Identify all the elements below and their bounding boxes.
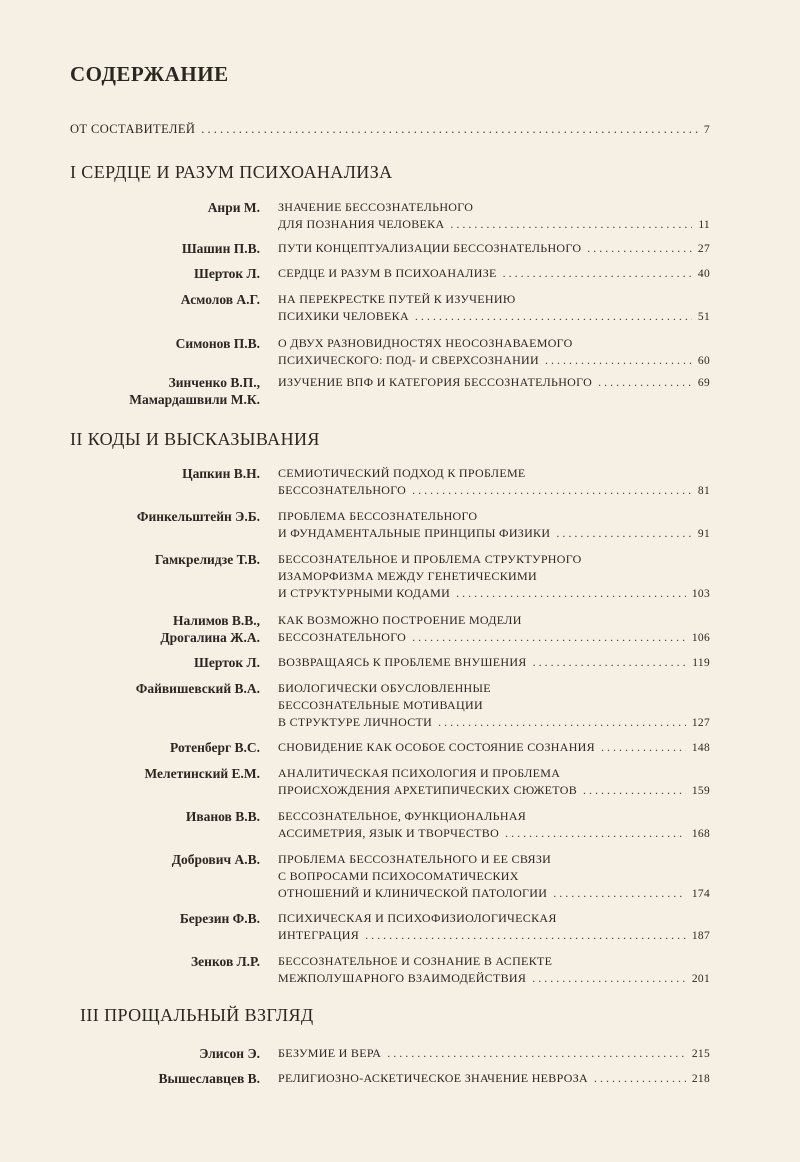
title-line: С ВОПРОСАМИ ПСИХОСОМАТИЧЕСКИХ <box>278 869 519 883</box>
title-last-line <box>278 782 710 800</box>
dot-leader <box>201 122 698 137</box>
author-name: Элисон Э. <box>199 1046 260 1061</box>
entry-author <box>90 851 260 868</box>
entry-author <box>90 465 260 482</box>
author-name: Анри М. <box>207 200 260 215</box>
title-line: ИНТЕГРАЦИЯ <box>278 928 360 942</box>
entry-title <box>278 612 710 647</box>
title-line: МЕЖПОЛУШАРНОГО ВЗАИМОДЕЙСТВИЯ <box>278 971 527 985</box>
entry-title <box>278 465 710 500</box>
entry-title <box>278 654 710 672</box>
title-last-line <box>278 308 710 326</box>
entry-page-number: 174 <box>691 888 710 900</box>
entry-title <box>278 851 710 903</box>
title-line: О ДВУХ РАЗНОВИДНОСТЯХ НЕОСОЗНАВАЕМОГО <box>278 336 573 350</box>
title-line: СНОВИДЕНИЕ КАК ОСОБОЕ СОСТОЯНИЕ СОЗНАНИЯ <box>278 740 595 754</box>
author-name: Мамардашвили М.К. <box>129 392 260 407</box>
title-last-line <box>278 374 710 392</box>
dot-leader <box>387 1045 686 1062</box>
entry-title <box>278 335 710 370</box>
author-name: Асмолов А.Г. <box>180 292 260 307</box>
entry-author <box>90 551 260 568</box>
title-line: ИЗАМОРФИЗМА МЕЖДУ ГЕНЕТИЧЕСКИМИ <box>278 569 537 583</box>
title-line: БИОЛОГИЧЕСКИ ОБУСЛОВЛЕННЫЕ <box>278 681 491 695</box>
entry-author <box>90 808 260 825</box>
dot-leader <box>601 739 686 756</box>
entry-page-number: 187 <box>691 930 710 942</box>
title-line: ПСИХИЧЕСКОГО: ПОД- И СВЕРХСОЗНАНИИ <box>278 353 539 367</box>
title-last-line <box>278 352 710 370</box>
entry-title <box>278 199 710 234</box>
entry-author <box>90 612 260 646</box>
title-last-line <box>278 240 710 258</box>
entry-title <box>278 739 710 757</box>
title-line: БЕССОЗНАТЕЛЬНЫЕ МОТИВАЦИИ <box>278 698 483 712</box>
author-name: Шерток Л. <box>194 655 260 670</box>
preface-label: ОТ СОСТАВИТЕЛЕЙ <box>70 122 196 136</box>
title-line: БЕССОЗНАТЕЛЬНОЕ И СОЗНАНИЕ В АСПЕКТЕ <box>278 954 553 968</box>
entry-page-number: 27 <box>697 243 710 255</box>
title-line: ПУТИ КОНЦЕПТУАЛИЗАЦИИ БЕССОЗНАТЕЛЬНОГО <box>278 241 582 255</box>
entry-author <box>90 335 260 352</box>
entry-title <box>278 808 710 843</box>
dot-leader <box>598 374 692 391</box>
dot-leader <box>365 927 686 944</box>
dot-leader <box>438 714 686 731</box>
title-last-line <box>278 825 710 843</box>
entry-author <box>90 1045 260 1062</box>
entry-author <box>90 291 260 308</box>
entry-page-number: 119 <box>692 657 710 669</box>
entry-page-number: 201 <box>691 973 710 985</box>
dot-leader <box>553 885 686 902</box>
title-line: ИЗУЧЕНИЕ ВПФ И КАТЕГОРИЯ БЕССОЗНАТЕЛЬНОГО <box>278 375 593 389</box>
author-name: Финкельштейн Э.Б. <box>136 509 260 524</box>
entry-page-number: 11 <box>698 219 710 231</box>
entry-page-number: 159 <box>691 785 710 797</box>
dot-leader <box>505 825 686 842</box>
entry-page-number: 103 <box>691 588 710 600</box>
section-heading-3: III ПРОЩАЛЬНЫЙ ВЗГЛЯД <box>80 1005 314 1025</box>
author-name: Цапкин В.Н. <box>182 466 260 481</box>
preface-page-number: 7 <box>703 124 710 136</box>
dot-leader <box>583 782 686 799</box>
title-line: ПРОБЛЕМА БЕССОЗНАТЕЛЬНОГО И ЕЕ СВЯЗИ <box>278 852 552 866</box>
dot-leader <box>556 525 692 542</box>
entry-author <box>90 910 260 927</box>
entry-title <box>278 291 710 326</box>
title-last-line <box>278 714 710 732</box>
author-name: Зенков Л.Р. <box>191 954 260 969</box>
title-last-line <box>278 885 710 903</box>
entry-page-number: 215 <box>691 1048 710 1060</box>
dot-leader <box>587 240 692 257</box>
author-name: Ротенберг В.С. <box>170 740 260 755</box>
title-last-line <box>278 525 710 543</box>
entry-author <box>90 953 260 970</box>
author-name: Зинченко В.П., <box>168 375 260 390</box>
title-line: ВОЗВРАЩАЯСЬ К ПРОБЛЕМЕ ВНУШЕНИЯ <box>278 655 527 669</box>
entry-title <box>278 508 710 543</box>
title-last-line <box>278 1045 710 1063</box>
author-name: Березин Ф.В. <box>179 911 260 926</box>
author-name: Вышеславцев В. <box>158 1071 260 1086</box>
title-line: БЕССОЗНАТЕЛЬНОЕ И ПРОБЛЕМА СТРУКТУРНОГО <box>278 552 582 566</box>
entry-page-number: 127 <box>691 717 710 729</box>
title-last-line <box>278 482 710 500</box>
entry-page-number: 40 <box>697 268 710 280</box>
entry-page-number: 168 <box>691 828 710 840</box>
dot-leader <box>412 482 692 499</box>
title-last-line <box>278 1070 710 1088</box>
entry-title <box>278 1070 710 1088</box>
title-line: И ФУНДАМЕНТАЛЬНЫЕ ПРИНЦИПЫ ФИЗИКИ <box>278 526 551 540</box>
title-line: НА ПЕРЕКРЕСТКЕ ПУТЕЙ К ИЗУЧЕНИЮ <box>278 292 516 306</box>
title-last-line <box>278 265 710 283</box>
entry-author <box>90 374 260 408</box>
author-name: Шерток Л. <box>194 266 260 281</box>
title-line: И СТРУКТУРНЫМИ КОДАМИ <box>278 586 451 600</box>
entry-title <box>278 910 710 945</box>
entry-title <box>278 265 710 283</box>
page-title: СОДЕРЖАНИЕ <box>70 62 229 86</box>
author-name: Иванов В.В. <box>185 809 260 824</box>
title-last-line <box>278 927 710 945</box>
author-name: Гамкрелидзе Т.В. <box>154 552 260 567</box>
title-last-line <box>278 585 710 603</box>
title-last-line <box>278 629 710 647</box>
dot-leader <box>450 216 692 233</box>
title-line: БЕЗУМИЕ И ВЕРА <box>278 1046 382 1060</box>
dot-leader <box>415 308 692 325</box>
entry-author <box>90 508 260 525</box>
entry-page-number: 69 <box>697 377 710 389</box>
entry-title <box>278 680 710 732</box>
author-name: Мелетинский Е.М. <box>144 766 260 781</box>
author-name: Добрович А.В. <box>171 852 260 867</box>
title-line: ОТНОШЕНИЙ И КЛИНИЧЕСКОЙ ПАТОЛОГИИ <box>278 886 548 900</box>
entry-title <box>278 1045 710 1063</box>
title-last-line <box>278 654 710 672</box>
dot-leader <box>412 629 686 646</box>
title-line: ЗНАЧЕНИЕ БЕССОЗНАТЕЛЬНОГО <box>278 200 474 214</box>
author-name: Дрогалина Ж.А. <box>160 630 260 645</box>
entry-page-number: 91 <box>697 528 710 540</box>
title-last-line <box>278 739 710 757</box>
title-line: АНАЛИТИЧЕСКАЯ ПСИХОЛОГИЯ И ПРОБЛЕМА <box>278 766 561 780</box>
title-line: ПРОБЛЕМА БЕССОЗНАТЕЛЬНОГО <box>278 509 478 523</box>
entry-title <box>278 765 710 800</box>
entry-page-number: 51 <box>697 311 710 323</box>
author-name: Налимов В.В., <box>173 613 260 628</box>
entry-author <box>90 680 260 697</box>
section-heading-2: II КОДЫ И ВЫСКАЗЫВАНИЯ <box>70 429 320 449</box>
entry-author <box>90 199 260 216</box>
entry-page-number: 60 <box>697 355 710 367</box>
author-name: Симонов П.В. <box>175 336 260 351</box>
entry-title <box>278 551 710 603</box>
entry-author <box>90 240 260 257</box>
entry-title <box>278 240 710 258</box>
title-line: ДЛЯ ПОЗНАНИЯ ЧЕЛОВЕКА <box>278 217 445 231</box>
dot-leader <box>533 654 687 671</box>
title-line: РЕЛИГИОЗНО-АСКЕТИЧЕСКОЕ ЗНАЧЕНИЕ НЕВРОЗА <box>278 1071 588 1085</box>
title-last-line <box>278 216 710 234</box>
title-line: ПРОИСХОЖДЕНИЯ АРХЕТИПИЧЕСКИХ СЮЖЕТОВ <box>278 783 578 797</box>
dot-leader <box>545 352 692 369</box>
title-line: БЕССОЗНАТЕЛЬНОЕ, ФУНКЦИОНАЛЬНАЯ <box>278 809 527 823</box>
entry-page-number: 106 <box>691 632 710 644</box>
dot-leader <box>456 585 686 602</box>
dot-leader <box>594 1070 686 1087</box>
preface-entry <box>70 122 710 137</box>
entry-page-number: 81 <box>697 485 710 497</box>
title-line: СЕМИОТИЧЕСКИЙ ПОДХОД К ПРОБЛЕМЕ <box>278 466 526 480</box>
title-line: ПСИХИКИ ЧЕЛОВЕКА <box>278 309 409 323</box>
entry-author <box>90 1070 260 1087</box>
section-heading-1: I СЕРДЦЕ И РАЗУМ ПСИХОАНАЛИЗА <box>70 162 393 182</box>
title-line: СЕРДЦЕ И РАЗУМ В ПСИХОАНАЛИЗЕ <box>278 266 497 280</box>
title-line: АССИМЕТРИЯ, ЯЗЫК И ТВОРЧЕСТВО <box>278 826 500 840</box>
title-line: ПСИХИЧЕСКАЯ И ПСИХОФИЗИОЛОГИЧЕСКАЯ <box>278 911 557 925</box>
title-line: БЕССОЗНАТЕЛЬНОГО <box>278 483 407 497</box>
entry-page-number: 148 <box>691 742 710 754</box>
entry-author <box>90 739 260 756</box>
author-name: Шашин П.В. <box>181 241 260 256</box>
dot-leader <box>532 970 686 987</box>
dot-leader <box>503 265 692 282</box>
title-last-line <box>278 970 710 988</box>
entry-page-number: 218 <box>691 1073 710 1085</box>
title-line: В СТРУКТУРЕ ЛИЧНОСТИ <box>278 715 433 729</box>
entry-author <box>90 265 260 282</box>
entry-title <box>278 953 710 988</box>
author-name: Файвишевский В.А. <box>135 681 260 696</box>
entry-title <box>278 374 710 392</box>
title-line: КАК ВОЗМОЖНО ПОСТРОЕНИЕ МОДЕЛИ <box>278 613 522 627</box>
entry-author <box>90 765 260 782</box>
entry-author <box>90 654 260 671</box>
title-line: БЕССОЗНАТЕЛЬНОГО <box>278 630 407 644</box>
